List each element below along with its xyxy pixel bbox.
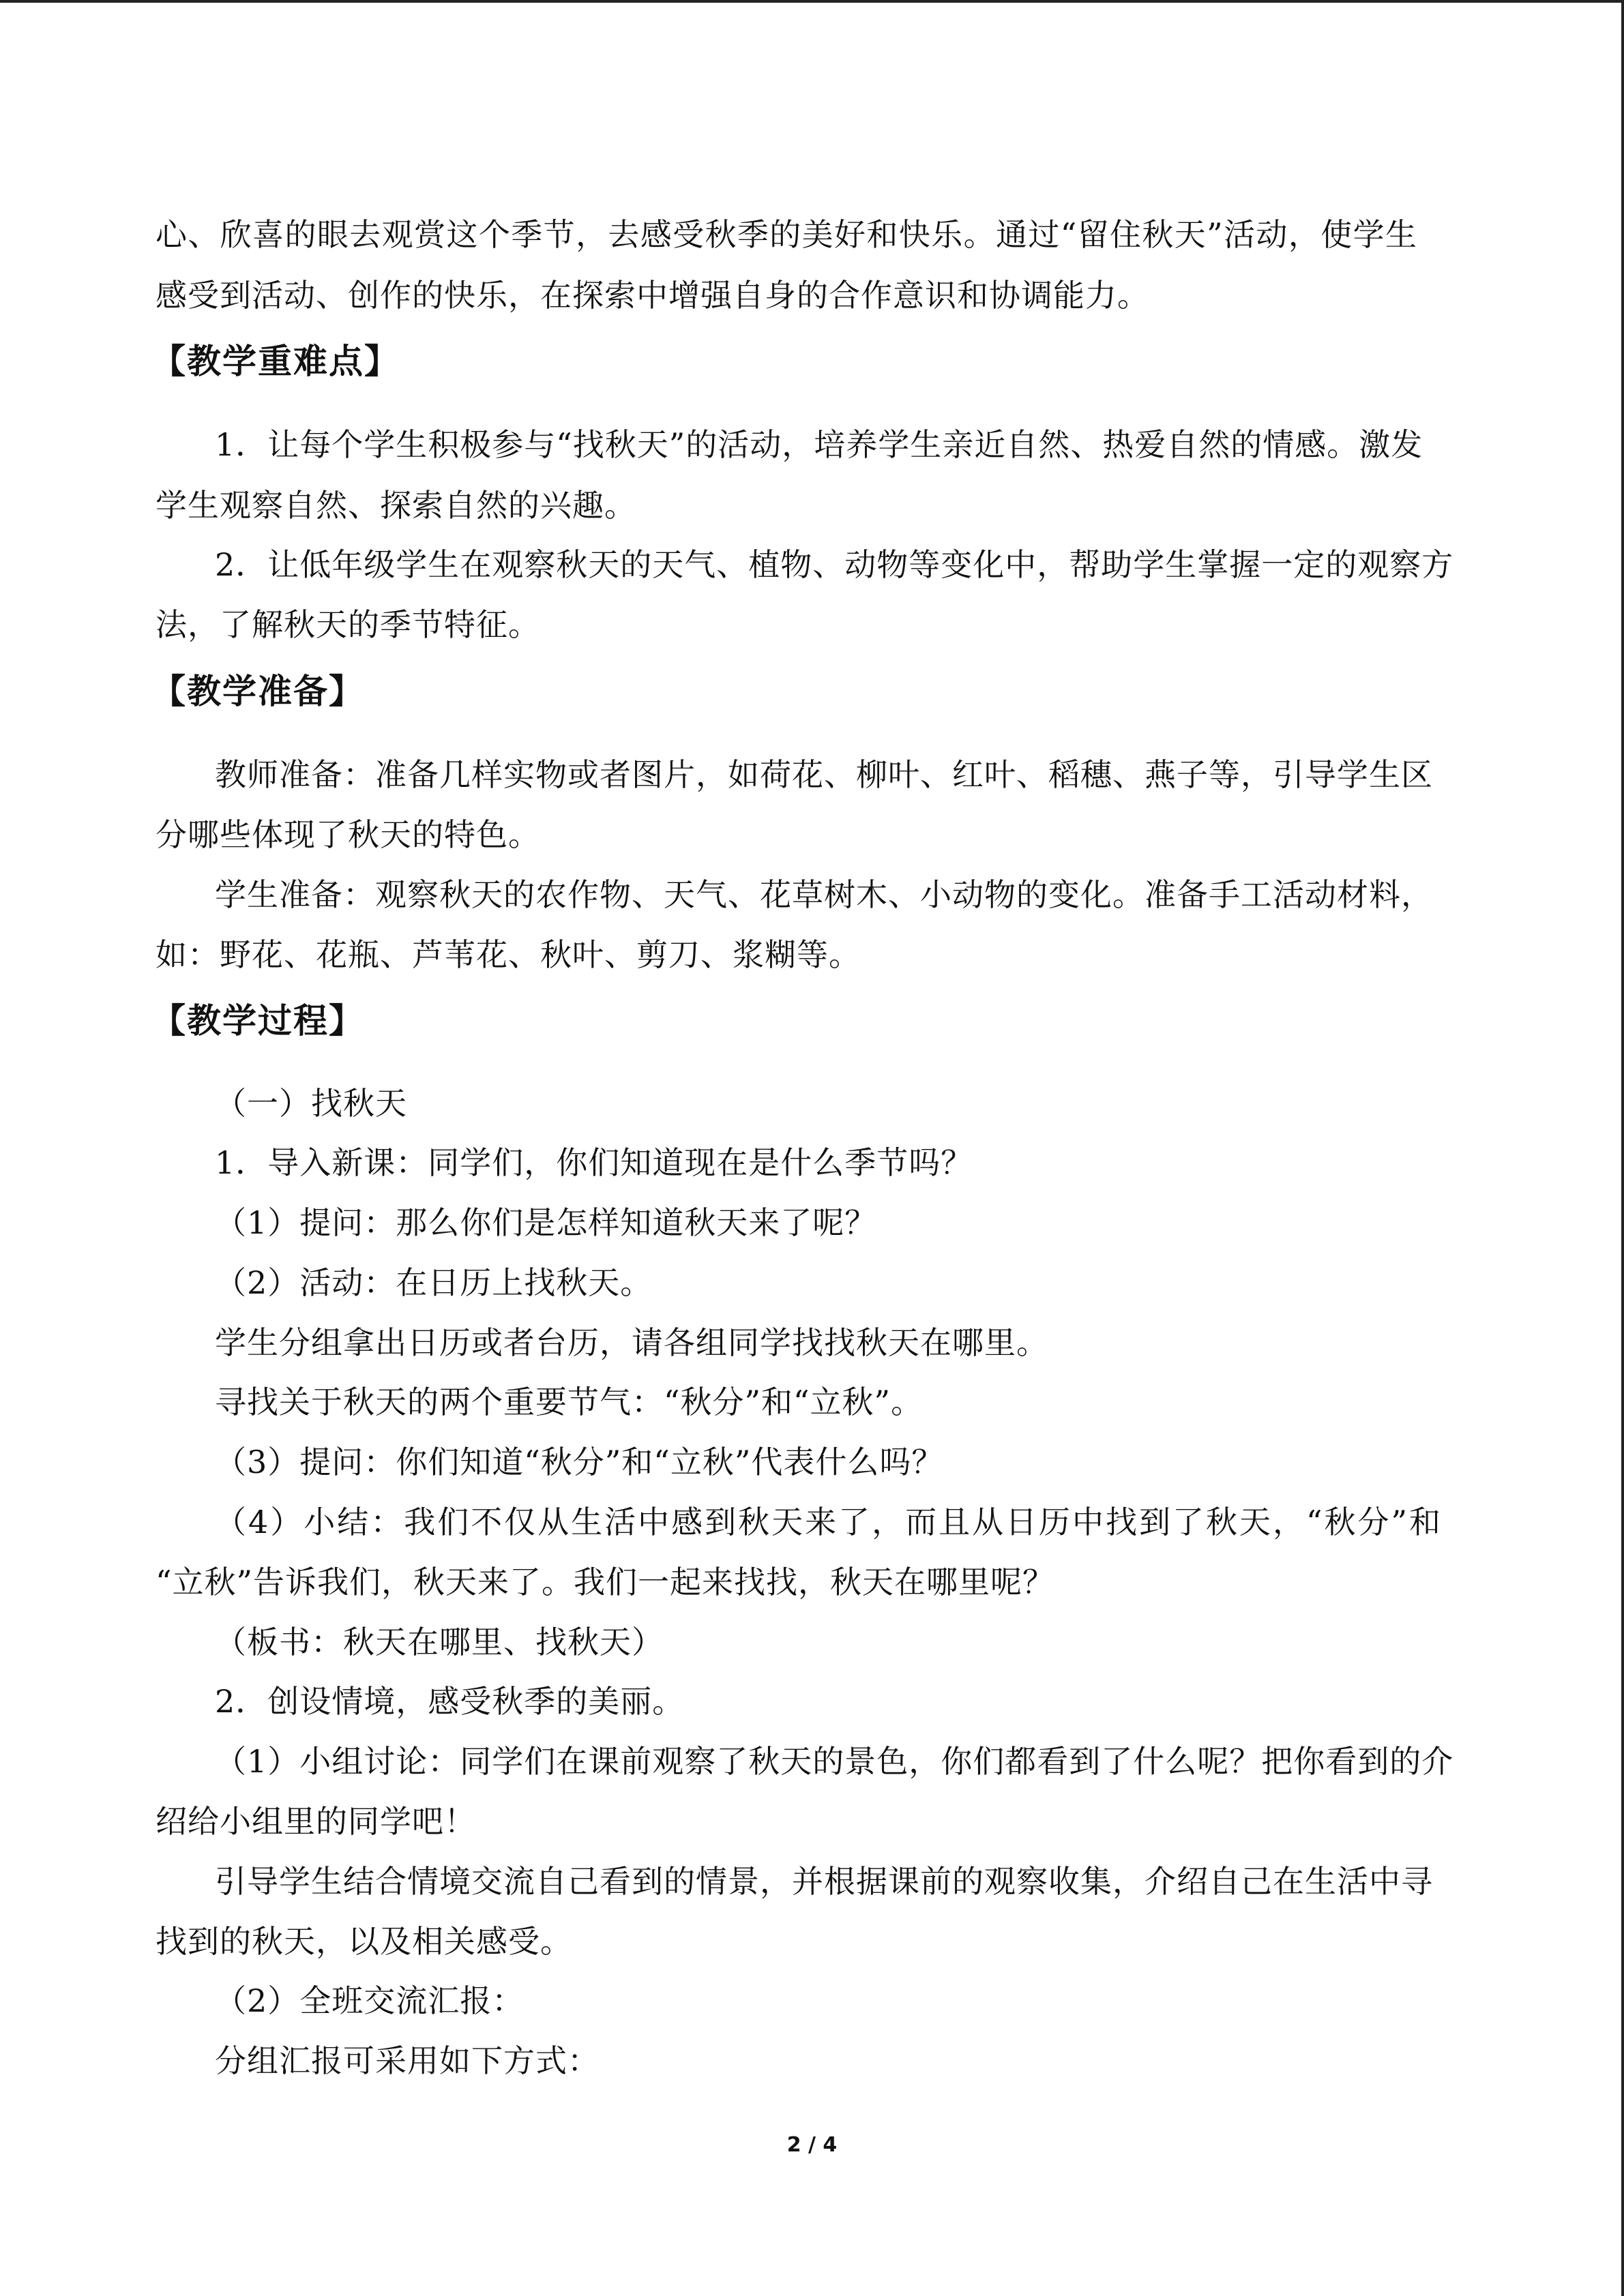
paragraph-line: 2．让低年级学生在观察秋天的天气、植物、动物等变化中，帮助学生掌握一定的观察方	[215, 546, 1454, 583]
process-line: 1．导入新课：同学们，你们知道现在是什么季节吗？	[215, 1144, 973, 1181]
process-line: 2．创设情境，感受秋季的美丽。	[215, 1683, 685, 1720]
process-line: （1）提问：那么你们是怎样知道秋天来了呢？	[215, 1204, 877, 1241]
page-number: 2 / 4	[786, 2133, 838, 2157]
paragraph-line: 如：野花、花瓶、芦苇花、秋叶、剪刀、浆糊等。	[156, 936, 861, 973]
paragraph-line: 教师准备：准备几样实物或者图片，如荷花、柳叶、红叶、稻穗、燕子等，引导学生区	[215, 756, 1433, 793]
paragraph-line: 引导学生结合情境交流自己看到的情景，并根据课前的观察收集，介绍自己在生活中寻	[215, 1863, 1433, 1900]
process-line: 学生分组拿出日历或者台历，请各组同学找找秋天在哪里。	[215, 1324, 1048, 1361]
paragraph-line: 绍给小组里的同学吧！	[156, 1803, 476, 1840]
process-line: 分组汇报可采用如下方式：	[215, 2042, 600, 2079]
paragraph-line: 学生准备：观察秋天的农作物、天气、花草树木、小动物的变化。准备手工活动材料，	[215, 876, 1433, 913]
process-line: （3）提问：你们知道“秋分”和“立秋”代表什么吗？	[215, 1444, 944, 1480]
paragraph-line: （4）小结：我们不仅从生活中感到秋天来了，而且从日历中找到了秋天，“秋分”和	[215, 1504, 1441, 1540]
process-line: （2）全班交流汇报：	[215, 1982, 525, 2019]
section-heading-process: 【教学过程】	[151, 1001, 364, 1041]
section-heading-difficulty: 【教学重难点】	[151, 342, 400, 381]
paragraph-line: 1．让每个学生积极参与“找秋天”的活动，培养学生亲近自然、热爱自然的情感。激发	[215, 426, 1423, 463]
section-heading-preparation: 【教学准备】	[151, 672, 364, 711]
paragraph-line: 心、欣喜的眼去观赏这个季节，去感受秋季的美好和快乐。通过“留住秋天”活动，使学生	[156, 216, 1417, 253]
process-line: 寻找关于秋天的两个重要节气：“秋分”和“立秋”。	[215, 1384, 924, 1420]
paragraph-line: 找到的秋天，以及相关感受。	[156, 1923, 572, 1960]
paragraph-line: 学生观察自然、探索自然的兴趣。	[156, 487, 636, 524]
paragraph-line: 法，了解秋天的季节特征。	[156, 606, 540, 643]
process-line: （2）活动：在日历上找秋天。	[215, 1264, 653, 1301]
board-note: （板书：秋天在哪里、找秋天）	[215, 1624, 664, 1660]
paragraph-line: 感受到活动、创作的快乐，在探索中增强自身的合作意识和协调能力。	[156, 277, 1149, 314]
paragraph-line: “立秋”告诉我们，秋天来了。我们一起来找找，秋天在哪里呢？	[156, 1564, 1055, 1600]
paragraph-line: 分哪些体现了秋天的特色。	[156, 816, 540, 853]
process-line: （一）找秋天	[215, 1085, 407, 1122]
paragraph-line: （1）小组讨论：同学们在课前观察了秋天的景色，你们都看到了什么呢？把你看到的介	[215, 1743, 1454, 1780]
